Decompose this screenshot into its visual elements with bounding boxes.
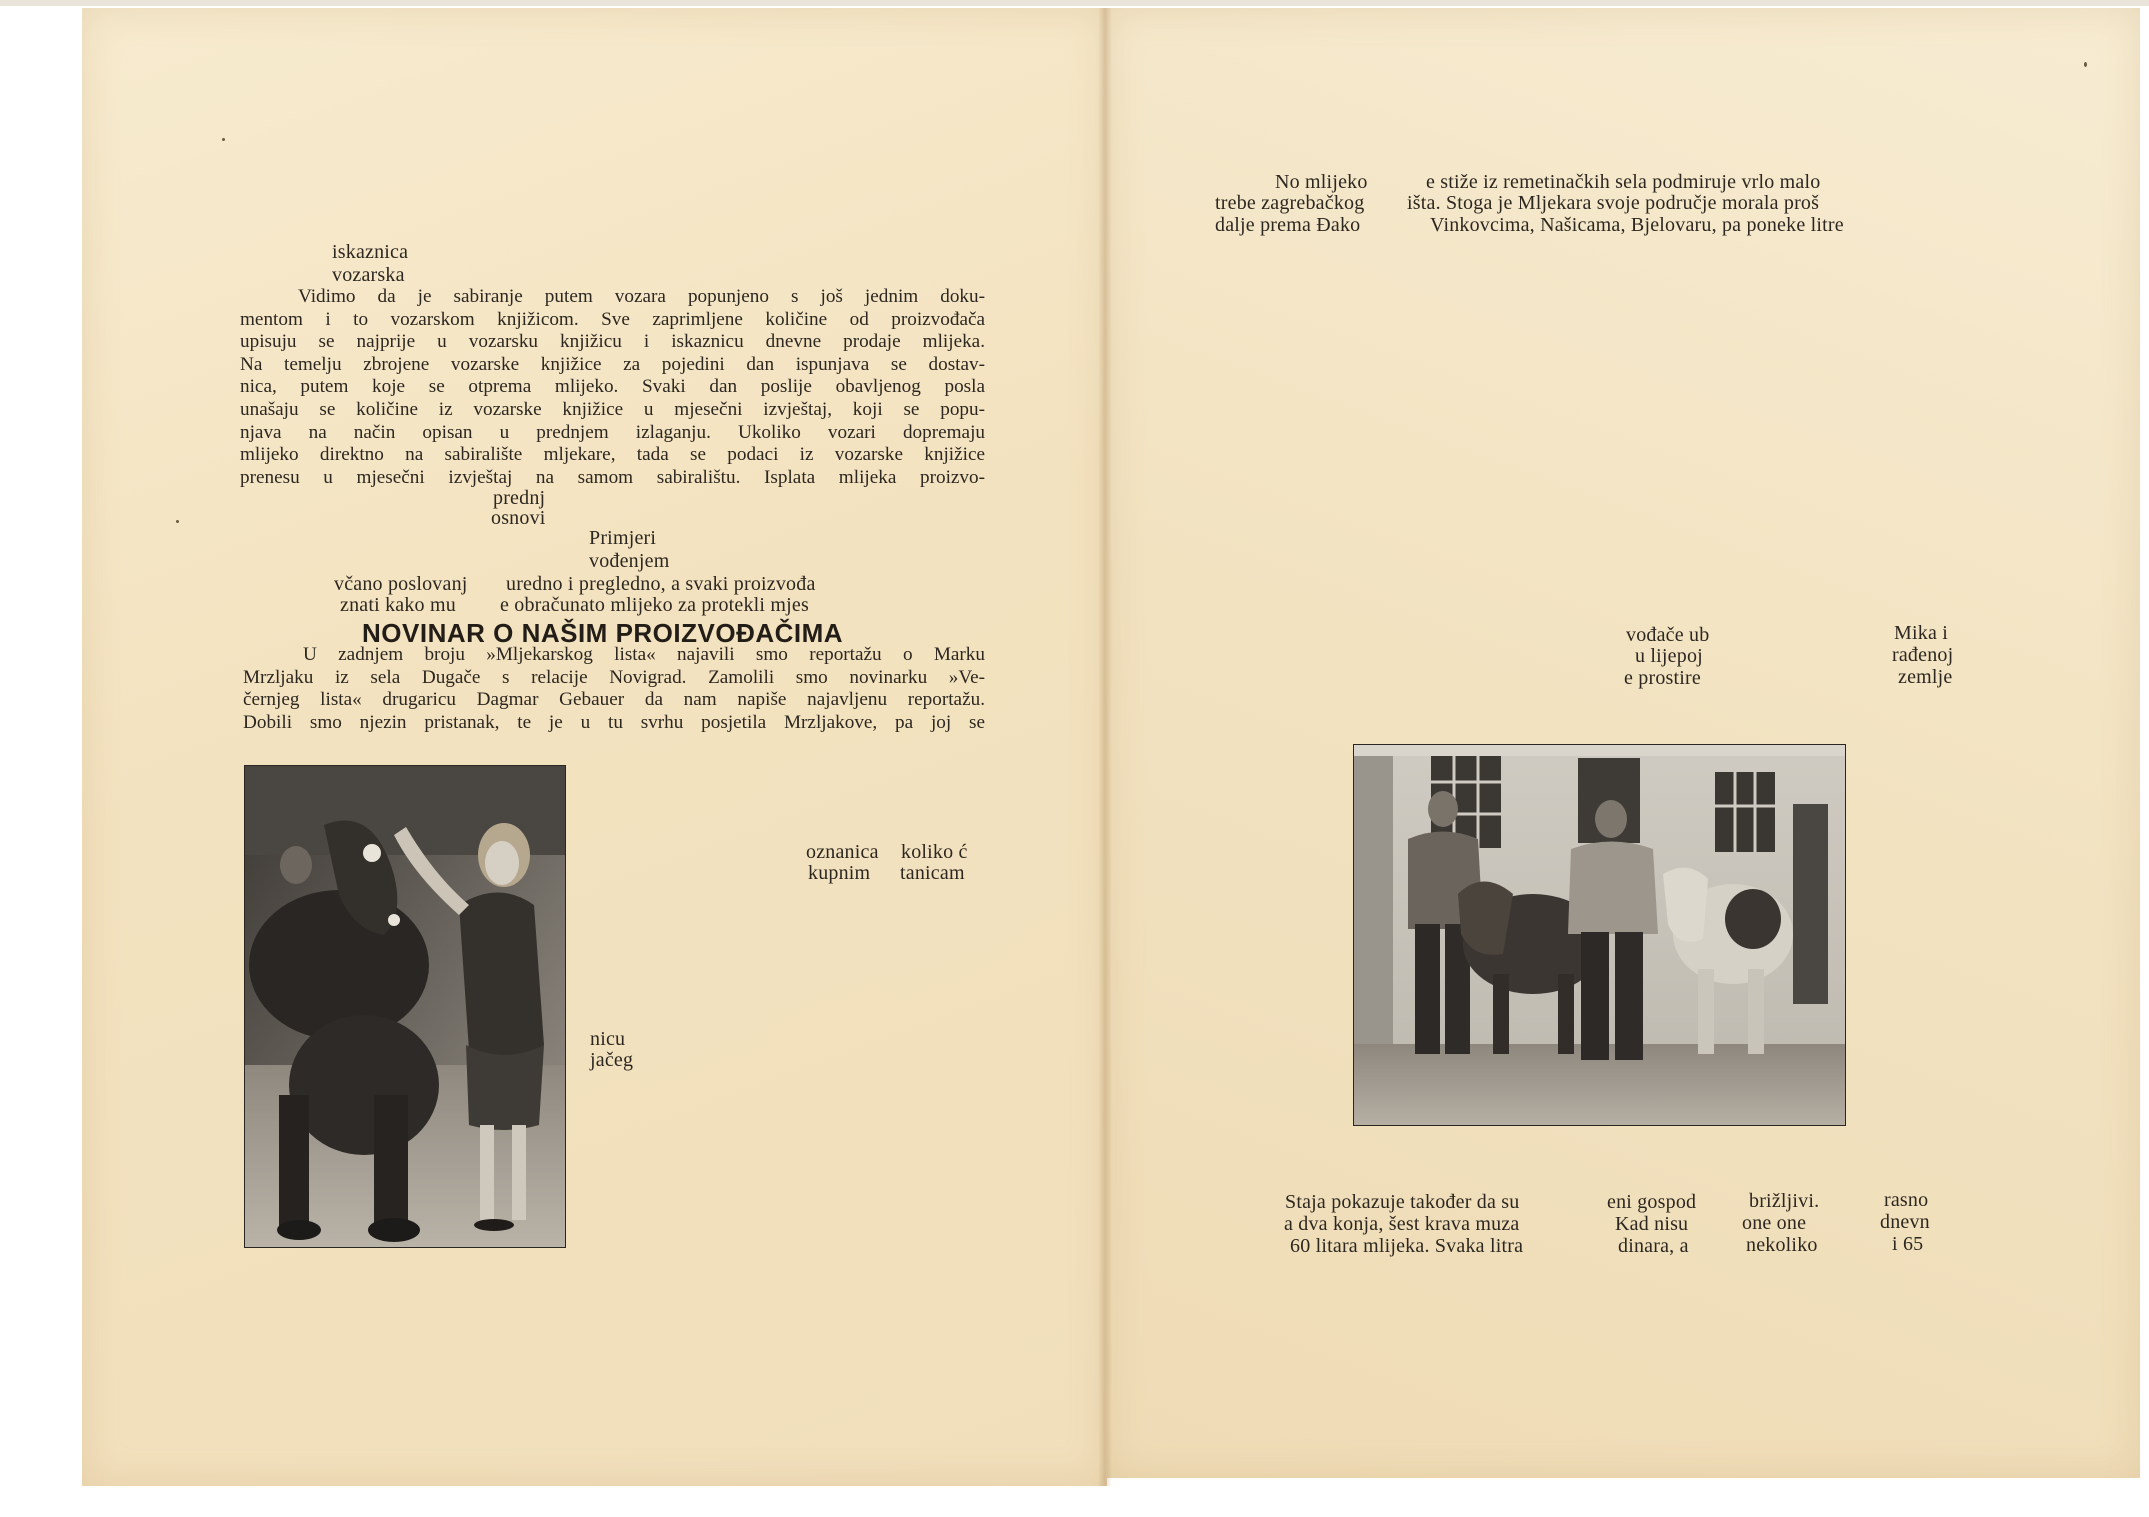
caption-col4-line: rasno	[1884, 1189, 1929, 1211]
right-mid-right-line: Mika i	[1894, 622, 1948, 644]
right-mid-center-line: u lijepoj	[1635, 645, 1703, 667]
right-mid-right-line: rađenoj	[1892, 644, 1954, 666]
fragment-row1-left: včano poslovanj	[334, 573, 468, 595]
fragment-vodjenjem: vođenjem	[589, 550, 670, 572]
paragraph-line: Vidimo da je sabiranje putem vozara popunjeno s još jednim doku-	[298, 286, 985, 307]
photo-men-with-cows	[1353, 744, 1846, 1126]
fragment-jaceg: jačeg	[590, 1049, 634, 1071]
right-top-right-line: Vinkovcima, Našicama, Bjelovaru, pa poneke litre	[1430, 214, 1844, 236]
caption-col3-line: one one	[1742, 1212, 1807, 1234]
left-page	[82, 8, 1107, 1486]
right-mid-right-line: zemlje	[1898, 666, 1953, 688]
fragment-kupnim: kupnim	[808, 862, 871, 884]
right-top-right-line: išta. Stoga je Mljekara svoje područje morala proš	[1407, 192, 1820, 214]
right-top-left-line: dalje prema Đako	[1215, 214, 1361, 236]
caption-col4-line: dnevn	[1880, 1211, 1930, 1233]
right-top-left-line: No mlijeko	[1275, 171, 1368, 193]
fragment-nicu: nicu	[590, 1028, 626, 1050]
label-iskaznica: iskaznica	[332, 241, 409, 263]
fragment-koliko: koliko ć	[901, 841, 968, 863]
fragment-osnovi: osnovi	[491, 507, 546, 529]
paragraph-line: unašaju se količine iz vozarske knjižice u mjesečni izvještaj, koji se popu-	[240, 398, 985, 420]
book-gutter	[1098, 8, 1112, 1486]
scan-speck	[2084, 62, 2087, 67]
right-mid-center-line: e prostire	[1624, 667, 1701, 689]
right-top-right-line: e stiže iz remetinačkih sela podmiruje vrlo malo	[1426, 171, 1821, 193]
fragment-prednj: prednj	[493, 487, 546, 509]
paragraph-line: nica, putem koje se otprema mlijeko. Svaki dan poslije obavljenog posla	[240, 376, 985, 398]
fragment-row2-left: znati kako mu	[340, 594, 456, 616]
paragraph-line: mentom i to vozarskom knjižicom. Sve zaprimljene količine od proizvođača	[240, 308, 985, 330]
caption-col4-line: i 65	[1892, 1233, 1924, 1255]
caption-col3-line: brižljivi.	[1749, 1190, 1820, 1212]
photo-men-with-cows-image	[1353, 744, 1846, 1126]
paragraph-line: prenesu u mjesečni izvještaj na samom sabiralištu. Isplata mlijeka proizvo-	[240, 466, 985, 488]
scan-top-edge	[0, 0, 2149, 6]
paragraph-line: njava na način opisan u prednjem izlaganju. Ukoliko vozari dopremaju	[240, 421, 985, 443]
paragraph-line: mlijeko direktno na sabiralište mljekare, tada se podaci iz vozarske knjižice	[240, 444, 985, 466]
right-top-left-line: trebe zagrebačkog	[1215, 192, 1365, 214]
caption-col1-line: a dva konja, šest krava muza	[1284, 1213, 1520, 1235]
article-line: Mrzljaku iz sela Dugače s relacije Novigrad. Zamolili smo novinarku »Ve-	[243, 666, 985, 688]
article-line: Dobili smo njezin pristanak, te je u tu svrhu posjetila Mrzljakove, pa joj se	[243, 711, 985, 733]
paragraph-line: upisuju se najprije u vozarsku knjižicu i iskaznicu dnevne prodaje mlijeka.	[240, 331, 985, 353]
caption-col1-line: Staja pokazuje također da su	[1285, 1191, 1520, 1213]
caption-col2-line: eni gospod	[1607, 1191, 1697, 1213]
article-paragraph	[243, 644, 985, 734]
caption-col2-line: dinara, a	[1618, 1235, 1689, 1257]
caption-col2-line: Kad nisu	[1615, 1213, 1689, 1235]
label-vozarska: vozarska	[332, 264, 405, 286]
fragment-oznanica: oznanica	[806, 841, 879, 863]
photo-woman-with-horse-image	[244, 765, 566, 1248]
caption-col1-line: 60 litara mlijeka. Svaka litra	[1290, 1235, 1524, 1257]
article-line: černjeg lista« drugaricu Dagmar Gebauer da nam napiše najavljenu reportažu.	[243, 689, 985, 711]
fragment-tanicam: tanicam	[900, 862, 965, 884]
right-mid-center-line: vođače ub	[1626, 624, 1710, 646]
fragment-primjeri: Primjeri	[589, 527, 657, 549]
body-paragraph	[240, 286, 985, 489]
scan-speck	[222, 138, 225, 141]
fragment-row2-right: e obračunato mlijeko za protekli mjes	[500, 594, 809, 616]
paragraph-line: Na temelju zbrojene vozarske knjižice za pojedini dan ispunjava se dostav-	[240, 353, 985, 375]
caption-col3-line: nekoliko	[1746, 1234, 1818, 1256]
article-heading: NOVINAR O NAŠIM PROIZVOĐAČIMA	[362, 618, 844, 648]
scan-speck	[176, 520, 179, 523]
article-line: U zadnjem broju »Mljekarskog lista« najavili smo reportažu o Marku	[303, 644, 985, 665]
photo-woman-with-horse	[244, 765, 566, 1248]
fragment-row1-right: uredno i pregledno, a svaki proizvođa	[506, 573, 816, 595]
